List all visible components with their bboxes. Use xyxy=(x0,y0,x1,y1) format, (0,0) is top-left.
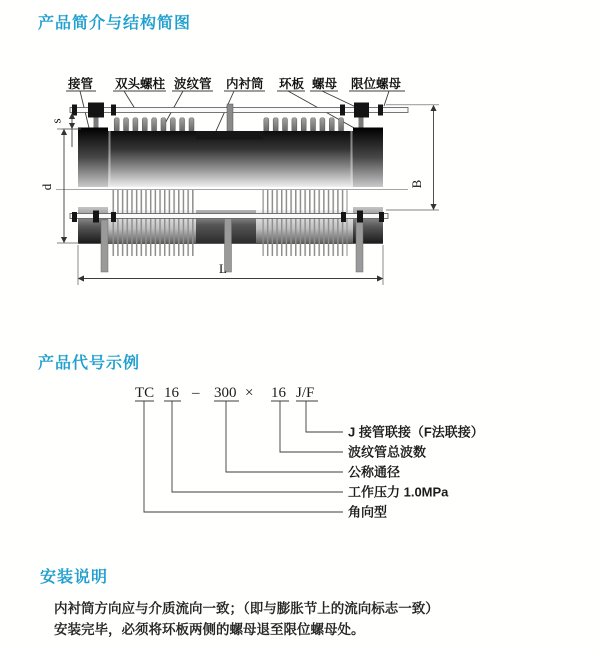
part-label-text: 双头螺柱 xyxy=(115,77,166,91)
inner-liner-band xyxy=(196,131,263,140)
part-label-shuangtouluozhu xyxy=(113,76,166,112)
flange-left xyxy=(78,128,108,188)
anno-working-pressure: 工作压力 1.0MPa xyxy=(348,484,449,500)
install-instructions xyxy=(54,598,484,640)
code-token-times: × xyxy=(245,385,254,401)
bellows-stripes-left xyxy=(112,190,197,256)
anno-nominal-diameter: 公称通径 xyxy=(348,464,401,480)
part-label-text: 内衬筒 xyxy=(226,77,264,91)
bellows-stripes-right xyxy=(263,190,348,256)
dim-d-label: d xyxy=(39,183,54,191)
install-line-1: 内衬筒方向应与介质流向一致；（即与膨胀节上的流向标志一致） xyxy=(54,601,439,616)
center-stud-top xyxy=(227,104,233,131)
code-token-dash: – xyxy=(192,385,200,401)
code-token-type: TC xyxy=(135,385,155,401)
code-token-pressure: 16 xyxy=(164,385,179,401)
product-code-diagram xyxy=(120,372,520,527)
section-title-install: 安装说明 xyxy=(40,569,109,586)
part-label-xianweiluomu xyxy=(349,76,405,106)
part-label-text: 螺母 xyxy=(312,77,338,91)
dim-L-label: L xyxy=(219,261,227,276)
bellows-fins-right xyxy=(263,118,348,132)
code-tokens xyxy=(135,385,314,401)
anno-wave-count: 波纹管总波数 xyxy=(348,444,427,460)
dimension-B xyxy=(386,105,439,210)
anno-connection: J 接管联接（F法联接） xyxy=(348,424,484,440)
flange-right xyxy=(353,128,383,188)
structure-diagram xyxy=(30,62,510,314)
code-token-connection: J/F xyxy=(296,385,315,401)
install-line-2: 安装完毕，必须将环板两侧的螺母退至限位螺母处。 xyxy=(54,622,365,637)
code-token-diameter: 300 xyxy=(214,385,237,401)
part-label-text: 限位螺母 xyxy=(351,77,402,91)
bellows-fins-left xyxy=(112,118,197,132)
expansion-joint-body xyxy=(78,128,383,188)
dim-B-label: B xyxy=(409,179,424,189)
part-label-text: 波纹管 xyxy=(174,77,212,91)
section-title-intro: 产品简介与结构简图 xyxy=(38,15,192,32)
dimension-d xyxy=(39,129,79,243)
code-token-waves: 16 xyxy=(271,385,286,401)
code-connector-lines xyxy=(135,401,343,512)
part-label-text: 环板 xyxy=(279,77,305,91)
code-annotations xyxy=(348,425,484,520)
section-title-code: 产品代号示例 xyxy=(38,355,141,372)
anno-angular-type: 角向型 xyxy=(348,504,388,520)
dimension-s xyxy=(49,114,82,148)
dim-s-label: s xyxy=(48,118,64,124)
part-label-text: 接管 xyxy=(68,77,94,91)
